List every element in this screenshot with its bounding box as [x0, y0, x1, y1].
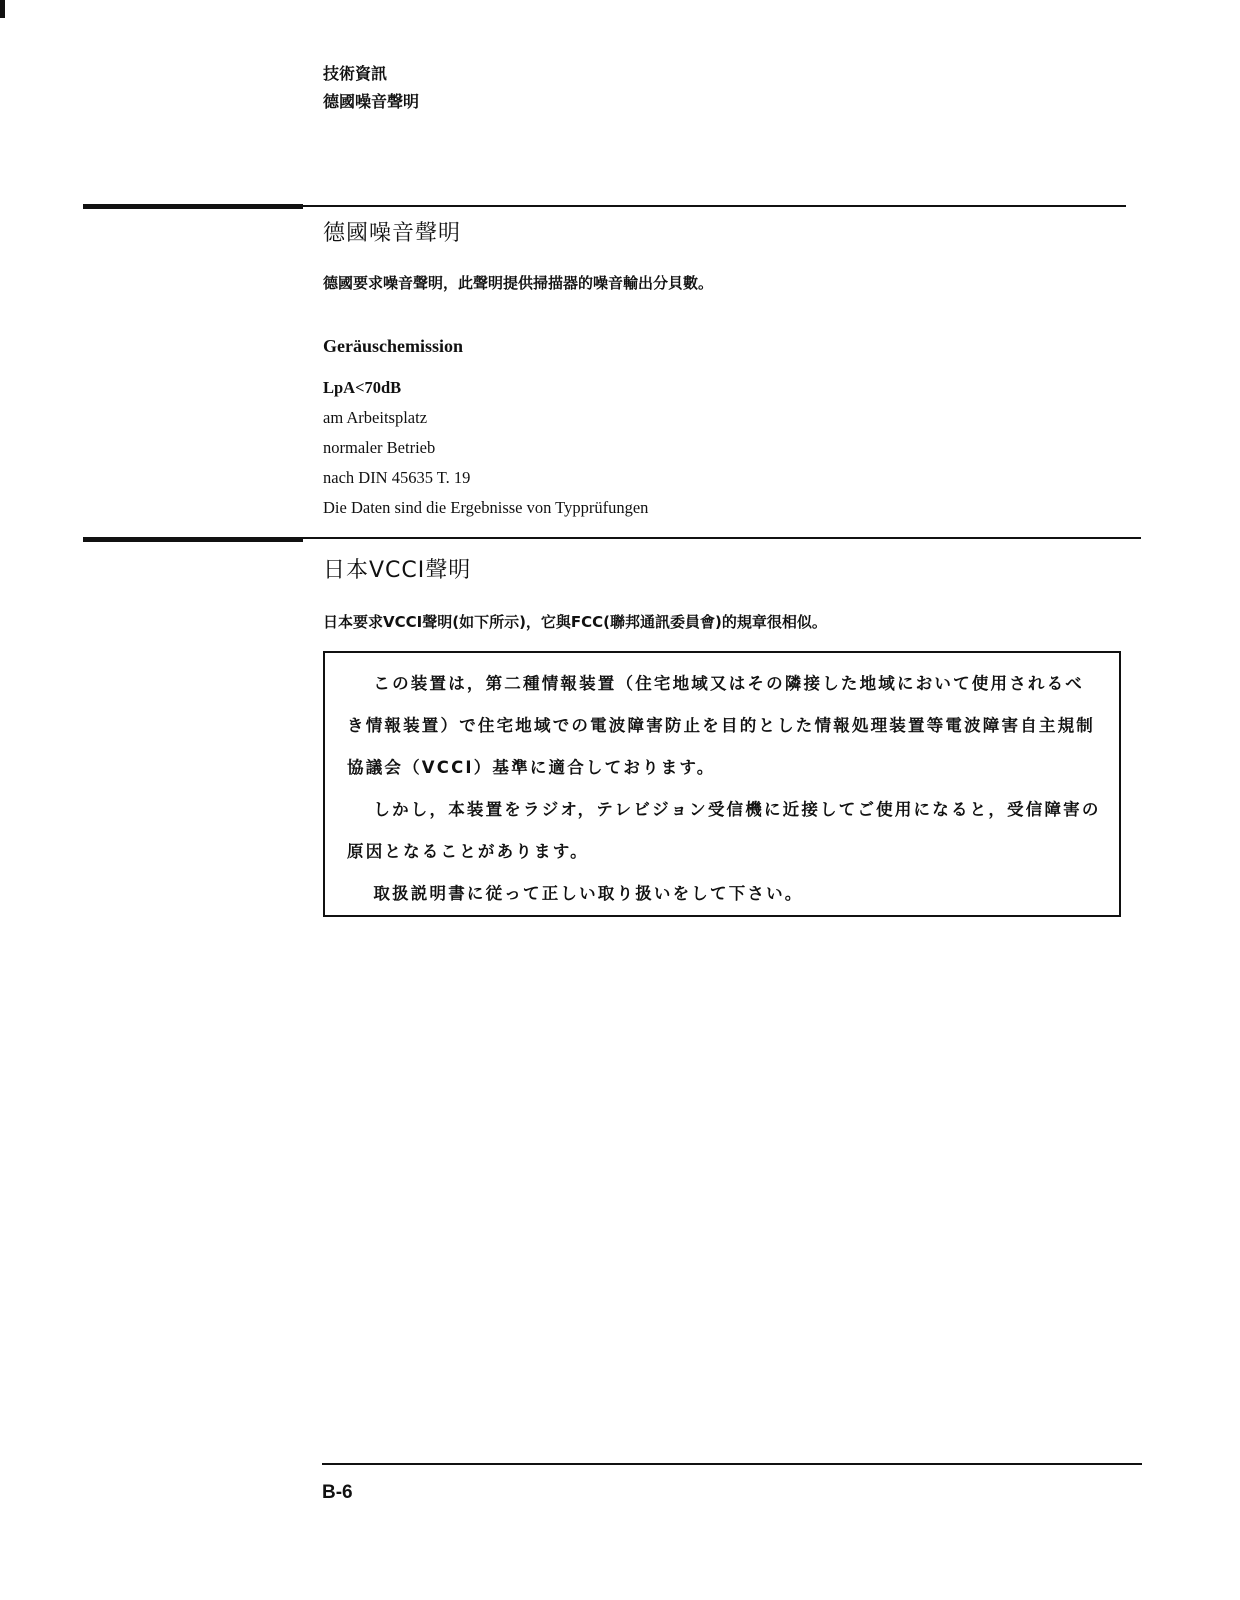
german-section-title: 德國噪音聲明 — [323, 221, 462, 246]
vcci-paragraph: この装置は，第二種情報装置（住宅地域又はその隣接した地域において使用されるべき情報装置）で住宅地域での電波障害防止を目的とした情報処理装置等電波障害自主規制協議会（VCCI）基準に適合しております。 — [347, 674, 1095, 777]
noise-detail-line: nach DIN 45635 T. 19 — [323, 468, 471, 487]
japan-section-intro: 日本要求VCCI聲明(如下所示)，它與FCC(聯邦通訊委員會)的規章很相似。 — [323, 613, 827, 631]
running-head — [323, 60, 419, 116]
noise-detail-line: normaler Betrieb — [323, 438, 436, 457]
noise-detail-line: am Arbeitsplatz — [323, 408, 428, 427]
vcci-paragraph: しかし，本装置をラジオ，テレビジョン受信機に近接してご使用になると，受信障害の原因となることがあります。 — [347, 800, 1101, 861]
section-rule-japan — [303, 537, 1141, 539]
noise-detail-line: Die Daten sind die Ergebnisse von Typprüfungen — [323, 498, 649, 517]
section-rule-german — [303, 205, 1126, 207]
noise-emission-heading: Geräuschemission — [323, 336, 464, 356]
vcci-notice-box — [323, 651, 1121, 917]
german-section-intro: 德國要求噪音聲明，此聲明提供掃描器的噪音輸出分貝數。 — [323, 274, 714, 292]
running-head-chapter: 技術資訊 — [323, 64, 388, 83]
footer-rule — [322, 1463, 1142, 1465]
margin-rule-japan — [83, 537, 303, 542]
binding-mark — [0, 0, 5, 18]
page-number: B-6 — [322, 1482, 353, 1503]
noise-level-value: LpA<70dB — [323, 378, 402, 397]
running-head-section: 德國噪音聲明 — [323, 92, 420, 111]
vcci-paragraph: 取扱説明書に従って正しい取り扱いをして下さい。 — [373, 884, 804, 903]
japan-section-title: 日本VCCI聲明 — [323, 558, 472, 583]
margin-rule-german — [83, 204, 303, 209]
noise-emission-details — [323, 373, 648, 523]
